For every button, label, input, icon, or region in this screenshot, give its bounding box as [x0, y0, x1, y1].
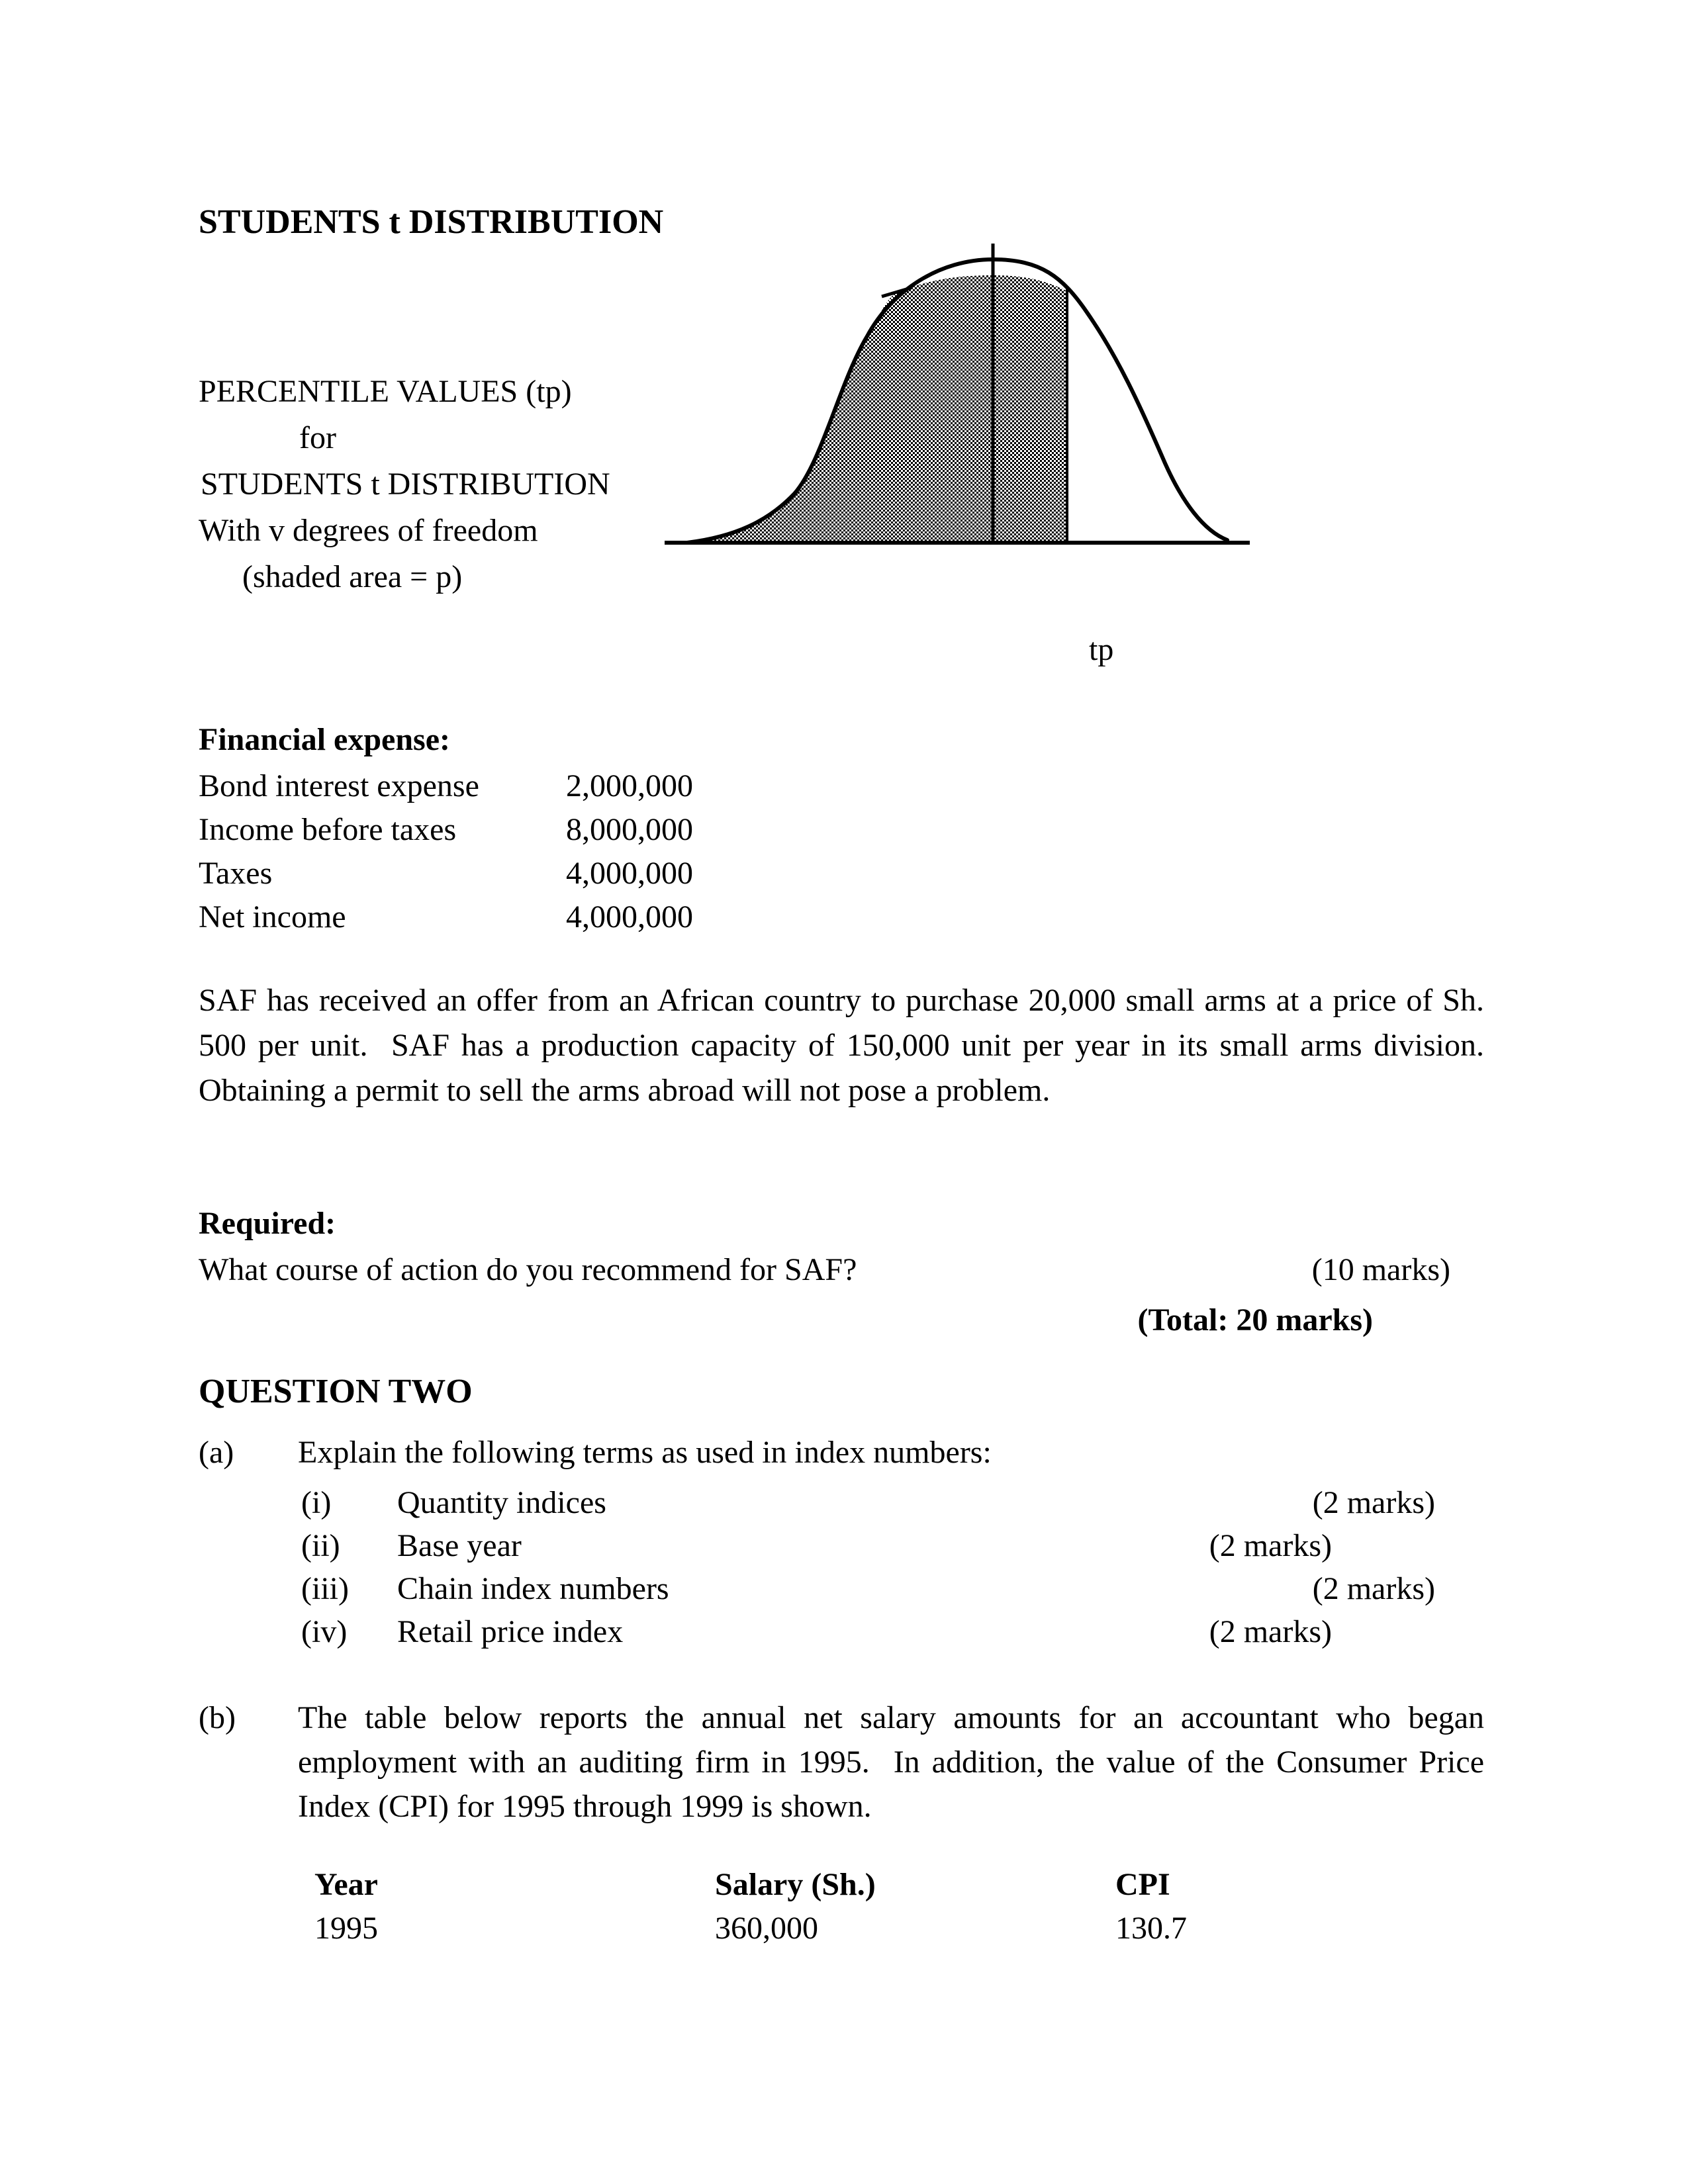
row-label: Net income: [199, 899, 346, 934]
row-label: Income before taxes: [199, 812, 457, 847]
list-item: [301, 1567, 1451, 1610]
table-row: [199, 852, 693, 895]
caption-line: PERCENTILE VALUES (tp): [199, 374, 572, 409]
page-title: STUDENTS t DISTRIBUTION: [199, 203, 664, 241]
marks-label: (2 marks): [1312, 1485, 1435, 1520]
row-value: 2,000,000: [566, 768, 693, 803]
row-value: 4,000,000: [566, 856, 693, 891]
marks-label: (10 marks): [1311, 1252, 1450, 1287]
marks-label: (2 marks): [1209, 1528, 1332, 1563]
caption-line: With v degrees of freedom: [199, 513, 538, 548]
item-number: (iv): [301, 1614, 348, 1649]
part-label: (b): [199, 1700, 236, 1735]
table-row: [199, 895, 693, 939]
required-heading: Required:: [199, 1206, 336, 1241]
column-header-salary: Salary (Sh.): [715, 1867, 876, 1902]
list-item: [301, 1610, 1451, 1653]
figure-caption: [199, 369, 610, 600]
item-text: Base year: [397, 1528, 522, 1563]
list-item: [301, 1481, 1451, 1524]
question-two-heading: QUESTION TWO: [199, 1373, 473, 1410]
marks-label: (2 marks): [1312, 1571, 1435, 1606]
caption-line: for: [299, 420, 336, 455]
column-header-year: Year: [314, 1867, 378, 1902]
t-distribution-figure: [649, 232, 1258, 549]
part-a-lead: [199, 1431, 1451, 1474]
item-text: Chain index numbers: [397, 1571, 669, 1606]
column-header-cpi: CPI: [1115, 1867, 1170, 1902]
item-number: (iii): [301, 1571, 349, 1606]
row-label: Bond interest expense: [199, 768, 479, 803]
part-a-text: Explain the following terms as used in index numbers:: [298, 1435, 992, 1470]
part-b: [199, 1696, 1492, 1829]
financial-heading: Financial expense:: [199, 722, 450, 757]
caption-line: (shaded area = p): [242, 559, 463, 594]
item-number: (i): [301, 1485, 332, 1520]
part-a-items: [301, 1481, 1451, 1653]
total-marks-line: [199, 1297, 1450, 1343]
table-row: [199, 808, 693, 852]
row-label: Taxes: [199, 856, 273, 891]
item-number: (ii): [301, 1528, 340, 1563]
cell-salary: 360,000: [715, 1911, 818, 1946]
table-row: [314, 1907, 1187, 1950]
row-value: 4,000,000: [566, 899, 693, 934]
required-section: [199, 1201, 1450, 1343]
item-text: Retail price index: [397, 1614, 624, 1649]
shaded-area: [682, 275, 1067, 543]
table-row: [199, 764, 693, 808]
salary-table: [314, 1863, 1187, 1950]
caption-line: STUDENTS t DISTRIBUTION: [201, 467, 610, 502]
spacer: [857, 1247, 1311, 1293]
required-question-line: [199, 1247, 1450, 1293]
marks-label: (2 marks): [1209, 1614, 1332, 1649]
list-item: [301, 1524, 1451, 1567]
item-text: Quantity indices: [397, 1485, 606, 1520]
total-marks-label: (Total: 20 marks): [1137, 1302, 1373, 1338]
cell-cpi: 130.7: [1115, 1911, 1187, 1946]
part-label: (a): [199, 1435, 234, 1470]
required-question: What course of action do you recommend for SAF?: [199, 1252, 857, 1287]
part-b-text: The table below reports the annual net salary amounts for an accountant who began employment with an auditing firm in 1995. In addition, the value of the Consumer Price Index (CPI) for 1995 through 1999 is shown.: [298, 1700, 1492, 1824]
table-header-row: [314, 1863, 1187, 1907]
financial-expense-section: [199, 718, 693, 939]
row-value: 8,000,000: [566, 812, 693, 847]
saf-paragraph: SAF has received an offer from an African country to purchase 20,000 small arms at a price of Sh. 500 per unit. SAF has a production capacity of 150,000 unit per year in its small arms division. Obtaining a permit to sell the arms abroad will not pose a problem.: [199, 983, 1500, 1108]
cell-year: 1995: [314, 1911, 378, 1946]
tp-axis-label: tp: [1089, 632, 1114, 667]
